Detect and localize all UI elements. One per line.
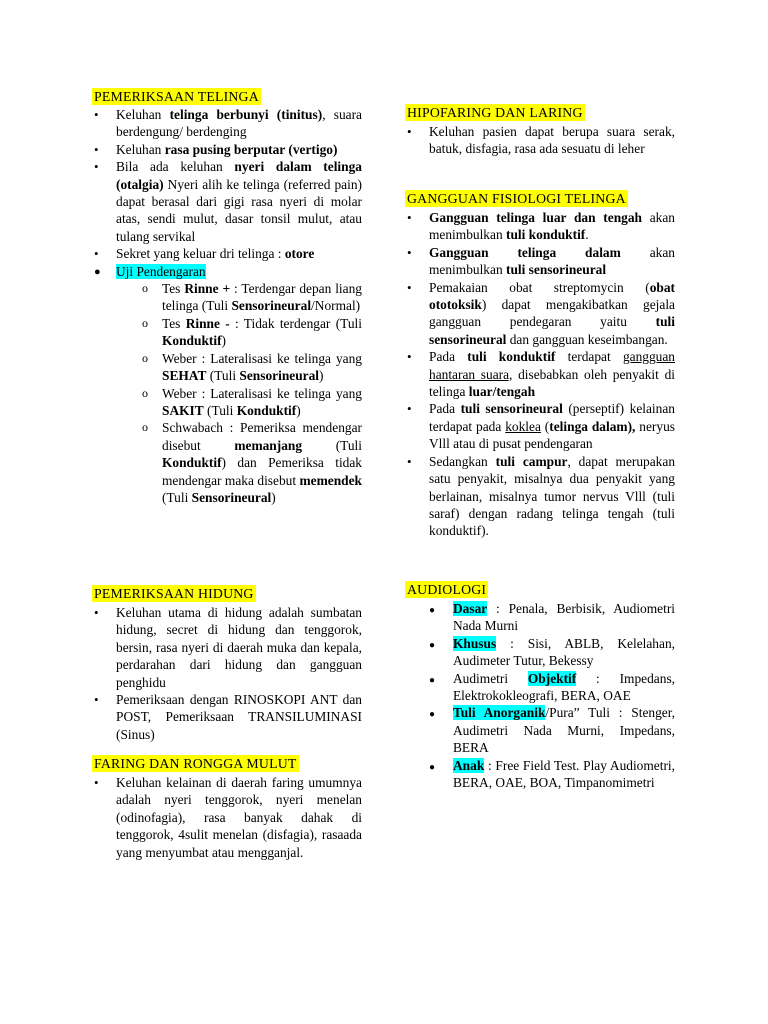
heading-pemeriksaan-hidung: PEMERIKSAAN HIDUNG: [94, 586, 254, 601]
list-item: • Pada tuli konduktif terdapat gangguan hantaran suara, disebabkan oleh penyakit di telinga luar/tengah: [405, 348, 675, 400]
list-item: • Gangguan telinga dalam akan menimbulkan tuli sensorineural: [405, 244, 675, 279]
list-item: ● Audimetri Objektif : Impedans, Elektrokokleografi, BERA, OAE: [405, 670, 675, 705]
list-item: o Schwabach : Pemeriksa mendengar disebut memanjang (Tuli Konduktif) dan Pemeriksa tidak mendengar maka disebut memendek (Tuli Sensorineural): [116, 419, 362, 506]
heading-hipofaring-dan-laring: HIPOFARING DAN LARING: [407, 105, 583, 120]
gangguan-list: [405, 209, 675, 540]
list-item: ● Tuli Anorganik/Pura” Tuli : Stenger, Audimetri Nada Murni, Impedans, BERA: [405, 704, 675, 756]
uji-tests-list: [92, 280, 362, 506]
list-item: • Pemeriksaan dengan RINOSKOPI ANT dan POST, Pemeriksaan TRANSILUMINASI (Sinus): [92, 691, 362, 743]
heading-gangguan-fisiologi-telinga: GANGGUAN FISIOLOGI TELINGA: [407, 191, 626, 206]
list-item: o Tes Rinne - : Tidak terdengar (Tuli Konduktif): [116, 315, 362, 350]
list-item: • Keluhan pasien dapat berupa suara serak, batuk, disfagia, rasa ada sesuatu di leher: [405, 123, 675, 158]
list-item: • Pemakaian obat streptomycin (obat ototoksik) dapat mengakibatkan gejala gangguan pendegaran yaitu tuli sensorineural dan gangguan keseimbangan.: [405, 279, 675, 349]
list-item: • Sedangkan tuli campur, dapat merupakan satu penyakit, misalnya dua penyakit yang berlainan, misalnya tumor nervus Vlll (tuli saraf) dengan radang telinga tengah (tuli konduktif).: [405, 453, 675, 540]
list-item: • Keluhan utama di hidung adalah sumbatan hidung, secret di hidung dan tenggorok, bersin, rasa nyeri di daerah muka dan kepala, perdarahan dari hidung dan gangguan penghidu: [92, 604, 362, 691]
heading-faring-dan-rongga-mulut: FARING DAN RONGGA MULUT: [94, 756, 297, 771]
hipofaring-list: [405, 123, 675, 158]
list-item: ● Anak : Free Field Test. Play Audiometri, BERA, OAE, BOA, Timpanomimetri: [405, 757, 675, 792]
uji-pendengaran-item: ● Uji Pendengaran o Tes Rinne + : Terdengar depan liang telinga (Tuli Sensorineural/Normal) o Tes Rinne - : Tidak terdengar (Tuli Konduktif) o Weber : Lateralisasi ke telinga yang SEHAT (Tuli Sensorineural) o Weber : Lateralisasi ke telinga yang SAKIT (Tuli Konduktif) o Schwabach : Pemeriksa mendengar disebut memanjang (Tuli Konduktif) dan Pemeriksa tidak mendengar maka disebut memendek (Tuli Sensorineural): [92, 263, 362, 507]
list-item: • Pada tuli sensorineural (perseptif) kelainan terdapat pada koklea (telinga dalam), neryus Vlll atau di pusat pendengaran: [405, 400, 675, 452]
list-item: o Weber : Lateralisasi ke telinga yang SAKIT (Tuli Konduktif): [116, 385, 362, 420]
list-item: o Tes Rinne + : Terdengar depan liang telinga (Tuli Sensorineural/Normal): [116, 280, 362, 315]
hidung-list: [92, 604, 362, 743]
list-item: • Bila ada keluhan nyeri dalam telinga (otalgia) Nyeri alih ke telinga (referred pain) dapat berasal dari gigi rasa nyeri di molar atas, sendi mulut, dasar tonsil mulut, atau tulang servikal: [92, 158, 362, 245]
list-item: • Sekret yang keluar dri telinga : otore: [92, 245, 362, 262]
list-item: ● Dasar : Penala, Berbisik, Audiometri Nada Murni: [405, 600, 675, 635]
list-item: • Keluhan kelainan di daerah faring umumnya adalah nyeri tenggorok, nyeri menelan (odinofagia), rasa banyak dahak di tenggorok, 4sulit menelan (disfagia), rasaada yang menyumbat atau mengganjal.: [92, 774, 362, 861]
list-item: • Keluhan rasa pusing berputar (vertigo): [92, 141, 362, 158]
heading-pemeriksaan-telinga: PEMERIKSAAN TELINGA: [94, 89, 259, 104]
telinga-list: [92, 106, 362, 506]
faring-list: [92, 774, 362, 861]
list-item: • Keluhan telinga berbunyi (tinitus), suara berdengung/ berdenging: [92, 106, 362, 141]
audiologi-list: [405, 600, 675, 791]
list-item: ● Khusus : Sisi, ABLB, Kelelahan, Audimeter Tutur, Bekessy: [405, 635, 675, 670]
list-item: o Weber : Lateralisasi ke telinga yang SEHAT (Tuli Sensorineural): [116, 350, 362, 385]
heading-audiologi: AUDIOLOGI: [407, 582, 487, 597]
list-item: • Gangguan telinga luar dan tengah akan menimbulkan tuli konduktif.: [405, 209, 675, 244]
